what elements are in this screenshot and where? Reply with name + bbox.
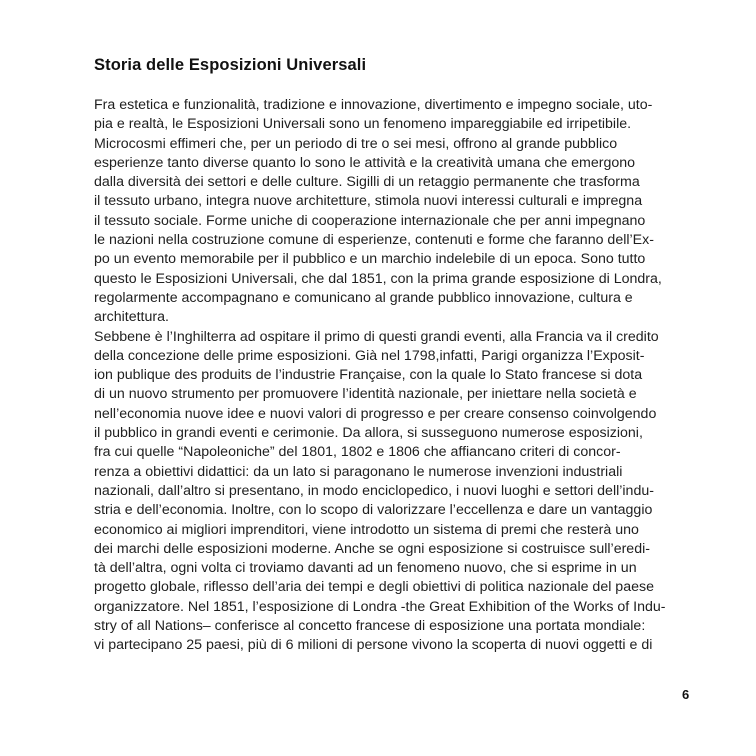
body-line: il tessuto urbano, integra nuove architetture, stimola nuovi interessi culturali e impregna	[94, 193, 643, 210]
body-line: stria e dell’economia. Inoltre, con lo scopo di valorizzare l’eccellenza e dare un vantaggio	[94, 502, 653, 519]
body-line: nell’economia nuove idee e nuovi valori di progresso e per creare consenso coinvolgendo	[94, 405, 657, 422]
body-line: Sebbene è l’Inghilterra ad ospitare il primo di questi grandi eventi, alla Francia va il credito	[94, 328, 659, 345]
body-line: dei marchi delle esposizioni moderne. Anche se ogni esposizione si costruisce sull’eredi-	[94, 540, 650, 557]
body-line: organizzatore. Nel 1851, l’esposizione di Londra -the Great Exhibition of the Works of Indu-	[94, 598, 666, 615]
body-line: di un nuovo strumento per promuovere l’identità nazionale, per iniettare nella società e	[94, 386, 637, 403]
body-line: Microcosmi effimeri che, per un periodo di tre o sei mesi, offrono al grande pubblico	[94, 135, 618, 152]
body-line: il tessuto sociale. Forme uniche di cooperazione internazionale che per anni impegnano	[94, 212, 646, 229]
body-line: architettura.	[94, 309, 169, 326]
body-text	[94, 96, 704, 656]
body-line: tà dell’altra, ogni volta ci troviamo davanti ad un fenomeno nuovo, che si esprime in un	[94, 560, 637, 577]
body-line: questo le Esposizioni Universali, che dal 1851, con la prima grande esposizione di Londra,	[94, 270, 662, 287]
body-line: nazionali, dall’altro si presentano, in modo enciclopedico, i nuovi luoghi e settori dell’indu-	[94, 482, 654, 499]
body-line: pia e realtà, le Esposizioni Universali sono un fenomeno impareggiabile ed irripetibile.	[94, 116, 632, 133]
body-line: ion publique des produits de l’industrie Française, con la quale lo Stato francese si dota	[94, 367, 643, 384]
body-line: renza a obiettivi didattici: da un lato si paragonano le numerose invenzioni industriali	[94, 463, 623, 480]
body-line: stry of all Nations– conferisce al concetto francese di esposizione una portata mondiale:	[94, 618, 646, 635]
body-line: po un evento memorabile per il pubblico e un marchio indelebile di un epoca. Sono tutto	[94, 251, 646, 268]
body-line: economico ai migliori imprenditori, viene introdotto un sistema di premi che resterà uno	[94, 521, 639, 538]
page-title: Storia delle Esposizioni Universali	[94, 56, 367, 74]
page-number: 6	[682, 687, 690, 702]
body-line: esperienze tanto diverse quanto lo sono le attività e la creatività umana che emergono	[94, 154, 636, 171]
body-line: dalla diversità dei settori e delle culture. Sigilli di un retaggio permanente che trasforma	[94, 174, 640, 191]
body-line: progetto globale, riflesso dell’aria dei tempi e degli obiettivi di politica nazionale del paese	[94, 579, 654, 596]
body-line: vi partecipano 25 paesi, più di 6 milioni di persone vivono la scoperta di nuovi oggetti e di	[94, 637, 653, 654]
body-line: regolarmente accompagnano e comunicano al grande pubblico innovazione, cultura e	[94, 289, 633, 306]
body-line: il pubblico in grandi eventi e cerimonie. Da allora, si susseguono numerose esposizioni,	[94, 425, 643, 442]
body-line: Fra estetica e funzionalità, tradizione e innovazione, divertimento e impegno sociale, uto-	[94, 97, 653, 113]
body-line: fra cui quelle “Napoleoniche” del 1801, 1802 e 1806 che affiancano criteri di concor-	[94, 444, 621, 461]
body-line: della concezione delle prime esposizioni. Già nel 1798,infatti, Parigi organizza l’Exposit-	[94, 347, 645, 364]
body-line: le nazioni nella costruzione comune di esperienze, contenuti e forme che faranno dell’Ex-	[94, 232, 654, 249]
